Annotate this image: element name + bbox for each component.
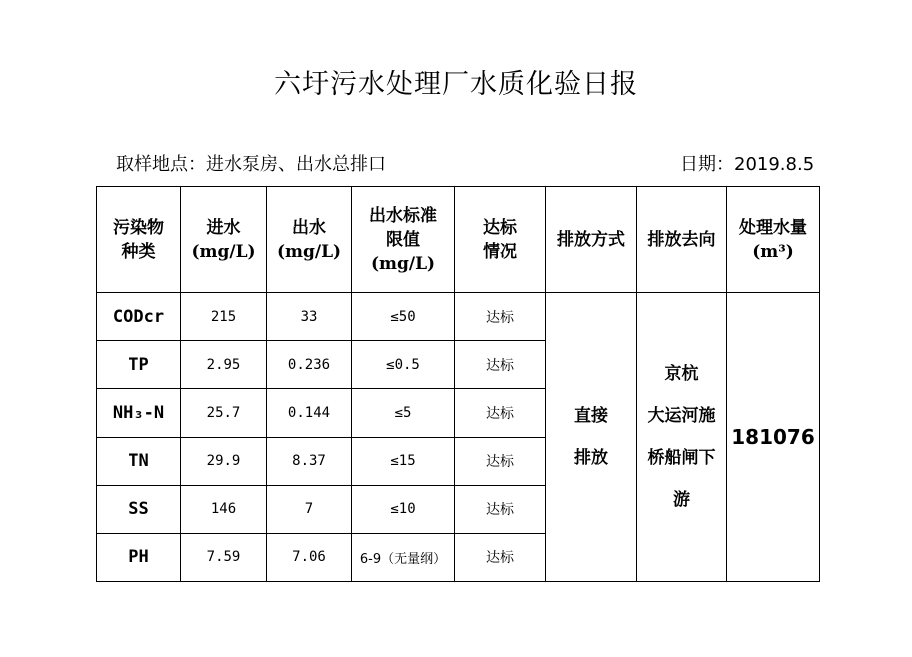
report-date: 日期：2019.8.5 <box>680 154 815 175</box>
limit-cell: ≤0.5 <box>352 341 455 389</box>
report-title: 六圩污水处理厂水质化验日报 <box>274 69 638 100</box>
influent-cell: 146 <box>181 485 267 533</box>
header-line: 排放方式 <box>557 229 625 250</box>
influent-cell: 2.95 <box>181 341 267 389</box>
effluent-cell: 7.06 <box>267 533 352 581</box>
limit-cell: ≤15 <box>352 437 455 485</box>
status-cell: 达标 <box>455 341 546 389</box>
influent-cell: 29.9 <box>181 437 267 485</box>
destination-line: 游 <box>673 490 690 511</box>
header-influent <box>181 187 267 293</box>
param-cell: NH₃-N <box>97 389 181 437</box>
table-row <box>97 293 820 341</box>
limit-cell: ≤5 <box>352 389 455 437</box>
header-line: (mg/L) <box>370 253 436 274</box>
header-line: 出水标准 <box>369 205 437 226</box>
status-cell: 达标 <box>455 437 546 485</box>
effluent-cell: 33 <box>267 293 352 341</box>
header-effluent-limit <box>352 187 455 293</box>
header-line: 污染物 <box>113 217 164 238</box>
status-cell: 达标 <box>455 293 546 341</box>
param-cell: PH <box>97 533 181 581</box>
header-discharge-method <box>546 187 637 293</box>
header-row <box>97 187 820 293</box>
header-treated-volume <box>727 187 820 293</box>
param-cell: CODcr <box>97 293 181 341</box>
status-cell: 达标 <box>455 485 546 533</box>
effluent-cell: 7 <box>267 485 352 533</box>
influent-cell: 215 <box>181 293 267 341</box>
header-line: 情况 <box>483 241 517 262</box>
header-line: 达标 <box>483 217 517 238</box>
header-discharge-destination <box>637 187 727 293</box>
sampling-location: 取样地点：进水泵房、出水总排口 <box>116 154 386 175</box>
destination-line: 京杭 <box>664 364 699 385</box>
header-effluent <box>267 187 352 293</box>
header-line: 进水 <box>206 217 241 238</box>
effluent-cell: 8.37 <box>267 437 352 485</box>
param-cell: TP <box>97 341 181 389</box>
influent-cell: 7.59 <box>181 533 267 581</box>
param-cell: SS <box>97 485 181 533</box>
effluent-cell: 0.236 <box>267 341 352 389</box>
param-cell: TN <box>97 437 181 485</box>
header-line: (mg/L) <box>191 241 256 262</box>
limit-cell: 6-9（无量纲） <box>352 533 455 581</box>
method-line: 直接 <box>574 406 608 427</box>
destination-line: 大运河施 <box>647 406 716 427</box>
limit-cell: ≤10 <box>352 485 455 533</box>
header-line: (m³) <box>752 241 794 262</box>
header-pollutant-type <box>97 187 181 293</box>
header-line: 种类 <box>121 241 156 262</box>
discharge-method-cell <box>546 293 637 582</box>
limit-cell: ≤50 <box>352 293 455 341</box>
discharge-destination-cell <box>637 293 727 582</box>
status-cell: 达标 <box>455 533 546 581</box>
treated-volume-cell: 181076 <box>727 293 820 582</box>
header-line: (mg/L) <box>276 241 342 262</box>
header-line: 排放去向 <box>647 229 716 250</box>
header-line: 处理水量 <box>739 217 807 238</box>
method-line: 排放 <box>574 448 608 469</box>
water-quality-table <box>96 186 820 582</box>
effluent-cell: 0.144 <box>267 389 352 437</box>
status-cell: 达标 <box>455 389 546 437</box>
header-line: 出水 <box>292 217 326 238</box>
header-compliance <box>455 187 546 293</box>
destination-line: 桥船闸下 <box>647 448 716 469</box>
influent-cell: 25.7 <box>181 389 267 437</box>
header-line: 限值 <box>386 229 420 250</box>
